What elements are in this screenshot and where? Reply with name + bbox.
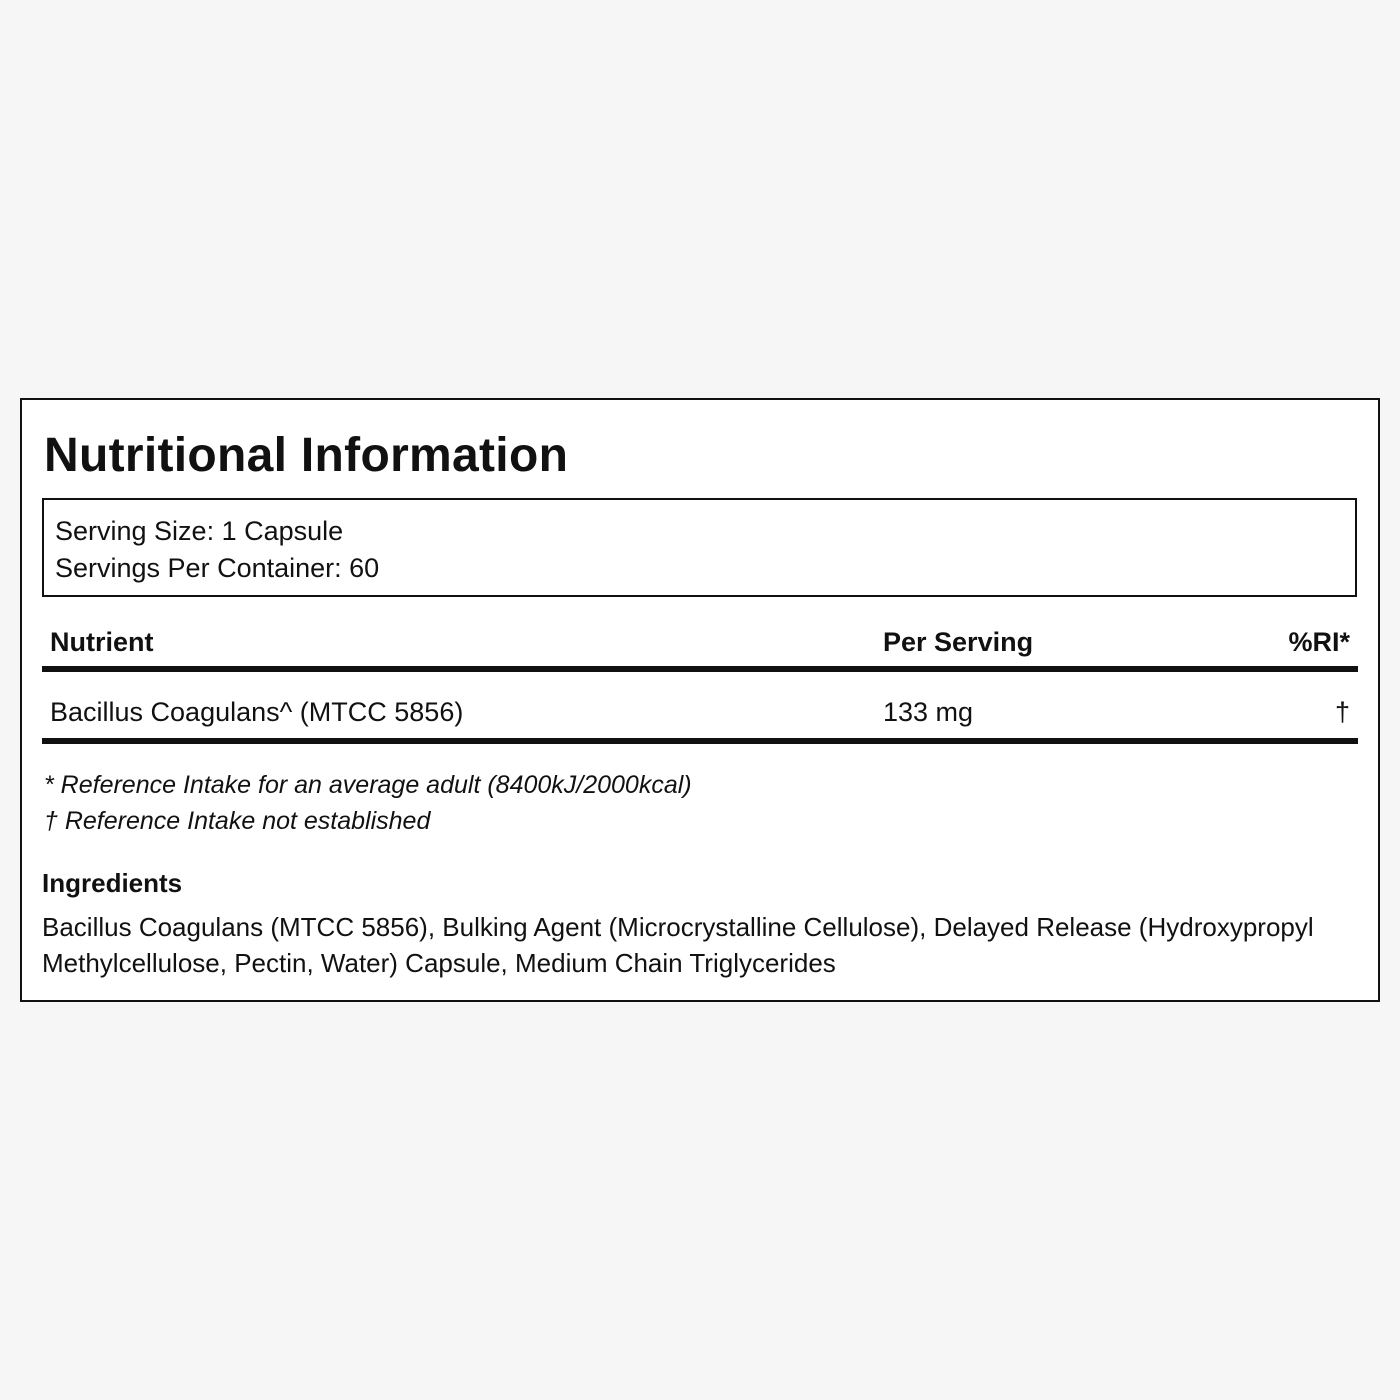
ingredients-text: Bacillus Coagulans (MTCC 5856), Bulking Agent (Microcrystalline Cellulose), Delayed Release (Hydroxypropyl Methylcellulose, Pectin, Water) Capsule, Medium Chain Triglycerides [42, 912, 1314, 978]
footnote-reference-intake: * Reference Intake for an average adult (8400kJ/2000kcal) [44, 771, 692, 799]
header-per-serving: Per Serving [883, 627, 1034, 657]
table-bottom-divider [42, 738, 1358, 744]
ingredients-heading: Ingredients [42, 868, 183, 898]
serving-info-box [42, 498, 1357, 597]
table-row-nutrient: Bacillus Coagulans^ (MTCC 5856) [50, 697, 464, 727]
serving-size: Serving Size: 1 Capsule [55, 516, 344, 546]
panel-title: Nutritional Information [44, 429, 569, 482]
table-row-per-serving: 133 mg [883, 697, 974, 727]
table-row-ri: † [1334, 697, 1350, 727]
header-ri: %RI* [1288, 627, 1350, 657]
header-nutrient: Nutrient [50, 627, 154, 657]
servings-per-container: Servings Per Container: 60 [55, 553, 380, 583]
nutrition-panel [20, 398, 1380, 1002]
footnote-not-established: † Reference Intake not established [44, 807, 431, 835]
header-divider [42, 666, 1358, 672]
